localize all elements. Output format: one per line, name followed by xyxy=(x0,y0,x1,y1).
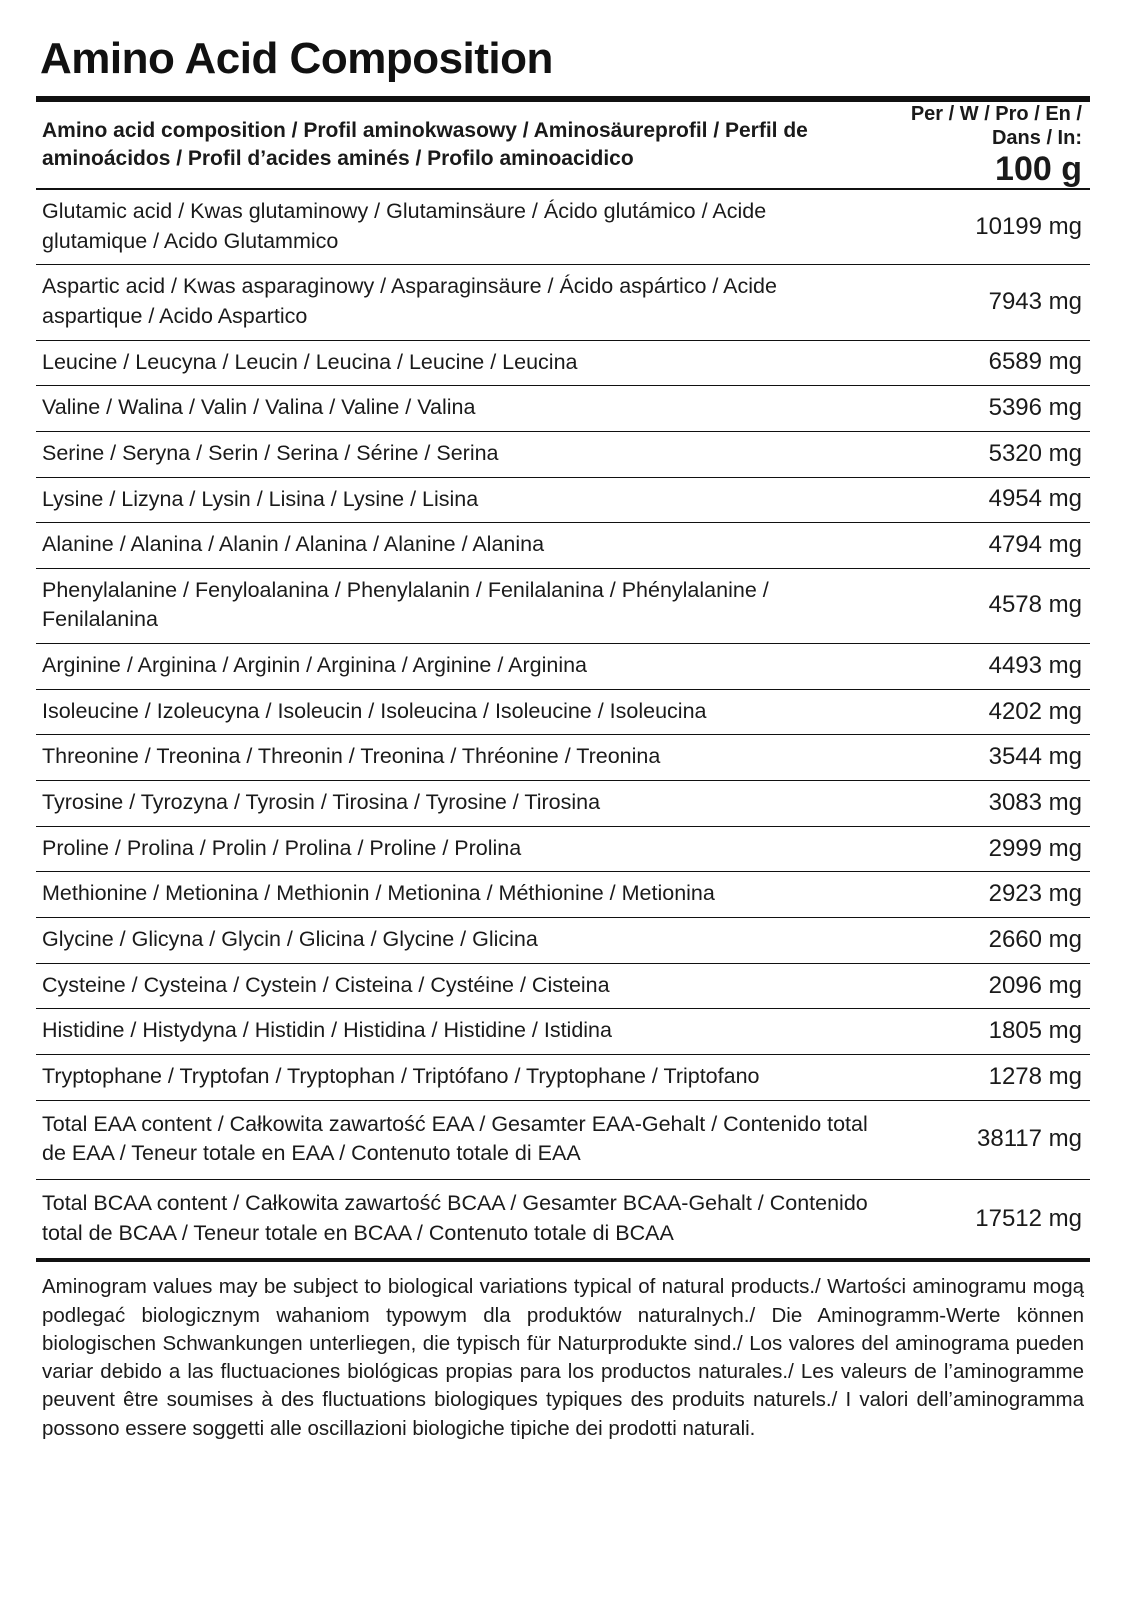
table-row xyxy=(36,735,1090,781)
amino-acid-value: 38117 mg xyxy=(881,1100,1090,1179)
amino-acid-name: Glycine / Glicyna / Glycin / Glicina / Glycine / Glicina xyxy=(36,918,881,964)
page-title: Amino Acid Composition xyxy=(40,34,553,83)
amino-acid-value: 1278 mg xyxy=(881,1055,1090,1101)
table-header-label: Amino acid composition / Profil aminokwasowy / Aminosäureprofil / Perfil de aminoácidos / Profil d’acides aminés / Profilo aminoacidico xyxy=(36,99,881,189)
amino-acid-name: Leucine / Leucyna / Leucin / Leucina / Leucine / Leucina xyxy=(36,340,881,386)
amino-acid-value: 3544 mg xyxy=(881,735,1090,781)
table-header-amount: 100 g xyxy=(995,150,1082,189)
table-row xyxy=(36,781,1090,827)
table-row xyxy=(36,265,1090,340)
amino-acid-value: 2096 mg xyxy=(881,963,1090,1009)
amino-acid-name: Glutamic acid / Kwas glutaminowy / Glutaminsäure / Ácido glutámico / Acide glutamique / Acido Glutammico xyxy=(36,189,881,265)
amino-acid-name: Cysteine / Cysteina / Cystein / Cisteina / Cystéine / Cisteina xyxy=(36,963,881,1009)
table-row xyxy=(36,1009,1090,1055)
table-row xyxy=(36,872,1090,918)
amino-acid-value: 5396 mg xyxy=(881,386,1090,432)
amino-acid-value: 4794 mg xyxy=(881,523,1090,569)
table-row xyxy=(36,568,1090,643)
table-row xyxy=(36,189,1090,265)
amino-acid-value: 6589 mg xyxy=(881,340,1090,386)
amino-acid-value: 2923 mg xyxy=(881,872,1090,918)
amino-acid-value: 2999 mg xyxy=(881,826,1090,872)
amino-acid-name: Phenylalanine / Fenyloalanina / Phenylalanin / Fenilalanina / Phénylalanine / Fenilalanina xyxy=(36,568,881,643)
table-row xyxy=(36,644,1090,690)
amino-acid-name: Histidine / Histydyna / Histidin / Histidina / Histidine / Istidina xyxy=(36,1009,881,1055)
table-header-per-label: Per / W / Pro / En / Dans / In: xyxy=(910,103,1082,150)
amino-acid-name: Serine / Seryna / Serin / Serina / Sérine / Serina xyxy=(36,431,881,477)
table-row xyxy=(36,689,1090,735)
footnote-text: Aminogram values may be subject to biological variations typical of natural products./ Wartości aminogramu mogą podlegać biologicznym wahaniom typowym dla produktów naturalnych./ Die Aminogramm-Werte können biologischen Schwankungen unterliegen, die typisch für Naturprodukte sind./ Los valores del aminograma pueden variar debido a las fluctuaciones biológicas propias para los productos naturales./ Les valeurs de l’aminogramme peuvent être soumises à des fluctuations biologiques typiques des produits naturels./ I valori dell’aminogramma possono essere soggetti alle oscillazioni biologiche tipiche dei prodotti naturali. xyxy=(42,1275,1084,1440)
table-row xyxy=(36,386,1090,432)
amino-acid-name: Lysine / Lizyna / Lysin / Lisina / Lysine / Lisina xyxy=(36,477,881,523)
table-row xyxy=(36,523,1090,569)
table-row xyxy=(36,1180,1090,1261)
amino-acid-name: Valine / Walina / Valin / Valina / Valine / Valina xyxy=(36,386,881,432)
amino-acid-table-body xyxy=(36,99,1090,1260)
table-row xyxy=(36,918,1090,964)
amino-acid-name: Aspartic acid / Kwas asparaginowy / Asparaginsäure / Ácido aspártico / Acide aspartique / Acido Aspartico xyxy=(36,265,881,340)
amino-acid-value: 3083 mg xyxy=(881,781,1090,827)
amino-acid-name: Proline / Prolina / Prolin / Prolina / Proline / Prolina xyxy=(36,826,881,872)
amino-acid-value: 4954 mg xyxy=(881,477,1090,523)
table-header-row xyxy=(36,99,1090,189)
amino-acid-name: Total BCAA content / Całkowita zawartość BCAA / Gesamter BCAA-Gehalt / Contenido total de BCAA / Teneur totale en BCAA / Contenuto totale di BCAA xyxy=(36,1180,881,1261)
amino-acid-value: 5320 mg xyxy=(881,431,1090,477)
amino-acid-name: Isoleucine / Izoleucyna / Isoleucin / Isoleucina / Isoleucine / Isoleucina xyxy=(36,689,881,735)
amino-acid-table xyxy=(36,96,1090,1262)
table-row xyxy=(36,477,1090,523)
amino-acid-name: Alanine / Alanina / Alanin / Alanina / Alanine / Alanina xyxy=(36,523,881,569)
table-row xyxy=(36,963,1090,1009)
amino-acid-value: 4493 mg xyxy=(881,644,1090,690)
amino-acid-value: 4578 mg xyxy=(881,568,1090,643)
table-row xyxy=(36,826,1090,872)
amino-acid-name: Tyrosine / Tyrozyna / Tyrosin / Tirosina / Tyrosine / Tirosina xyxy=(36,781,881,827)
amino-acid-name: Total EAA content / Całkowita zawartość EAA / Gesamter EAA-Gehalt / Contenido total de EAA / Teneur totale en EAA / Contenuto totale di EAA xyxy=(36,1100,881,1179)
amino-acid-value: 1805 mg xyxy=(881,1009,1090,1055)
amino-acid-value: 2660 mg xyxy=(881,918,1090,964)
table-row xyxy=(36,431,1090,477)
amino-acid-name: Tryptophane / Tryptofan / Tryptophan / Triptófano / Tryptophane / Triptofano xyxy=(36,1055,881,1101)
amino-acid-name: Methionine / Metionina / Methionin / Metionina / Méthionine / Metionina xyxy=(36,872,881,918)
amino-acid-value: 10199 mg xyxy=(881,189,1090,265)
amino-acid-value: 7943 mg xyxy=(881,265,1090,340)
table-row xyxy=(36,340,1090,386)
amino-acid-value: 17512 mg xyxy=(881,1180,1090,1261)
table-header-amount-cell xyxy=(881,99,1090,189)
table-row xyxy=(36,1055,1090,1101)
table-row xyxy=(36,1100,1090,1179)
amino-acid-name: Arginine / Arginina / Arginin / Arginina / Arginine / Arginina xyxy=(36,644,881,690)
amino-acid-value: 4202 mg xyxy=(881,689,1090,735)
amino-acid-name: Threonine / Treonina / Threonin / Treonina / Thréonine / Treonina xyxy=(36,735,881,781)
